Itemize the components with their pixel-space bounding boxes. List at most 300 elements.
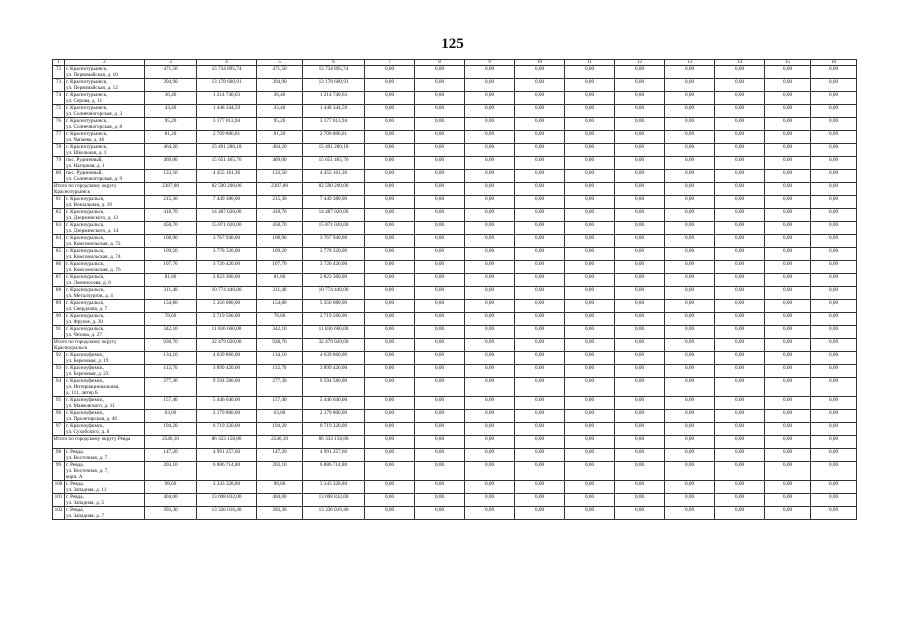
value-cell: 0,00: [715, 261, 765, 274]
value-cell: 0,00: [565, 436, 615, 449]
value-cell: 0,00: [765, 170, 811, 183]
value-cell: 0,00: [365, 287, 415, 300]
address-line: г. Краснотурьинск,: [66, 79, 108, 85]
value-cell: 0,00: [615, 92, 665, 105]
address-cell: [65, 131, 145, 144]
value-cell: 0,00: [615, 326, 665, 339]
area-cell: 134,10: [257, 352, 303, 365]
value-cell: 0,00: [765, 300, 811, 313]
table-row: [53, 449, 857, 462]
address-line: г. Краснотурьинск,: [66, 92, 108, 98]
area-cell: 393,30: [145, 507, 197, 520]
value-cell: 0,00: [465, 222, 515, 235]
area-cell: 78,60: [145, 313, 197, 326]
address-cell: [65, 397, 145, 410]
value-cell: 0,00: [415, 118, 465, 131]
value-cell: 0,00: [465, 287, 515, 300]
table-row: [53, 79, 857, 92]
column-number: 3: [145, 60, 197, 66]
value-cell: 0,00: [715, 131, 765, 144]
value-cell: 0,00: [811, 222, 857, 235]
value-cell: 0,00: [811, 494, 857, 507]
value-cell: 0,00: [415, 235, 465, 248]
address-line: ул. Фрунзе, д. 30: [66, 319, 103, 325]
area-cell: 43,40: [145, 105, 197, 118]
value-cell: 0,00: [715, 170, 765, 183]
value-cell: 0,00: [365, 339, 415, 352]
address-cell: [65, 144, 145, 157]
value-cell: 0,00: [765, 507, 811, 520]
table-row: [53, 170, 857, 183]
value-cell: 0,00: [465, 339, 515, 352]
value-cell: 0,00: [365, 261, 415, 274]
value-cell: 0,00: [765, 462, 811, 481]
value-cell: 0,00: [565, 507, 615, 520]
row-number: 73: [53, 79, 65, 92]
address-cell: [65, 79, 145, 92]
value-cell: 0,00: [515, 170, 565, 183]
address-line: ул. Пролетарская, д. 46: [66, 416, 117, 422]
address-line: г. Красноуфимск,: [66, 352, 104, 358]
column-number: 8: [415, 60, 465, 66]
table-row: [53, 462, 857, 481]
value-cell: 0,00: [465, 423, 515, 436]
cost-cell: 32 479 020,00: [303, 339, 365, 352]
row-number: 74: [53, 92, 65, 105]
cost-cell: 3 177 013,94: [197, 118, 257, 131]
value-cell: 0,00: [765, 248, 811, 261]
value-cell: 0,00: [365, 183, 415, 196]
value-cell: 0,00: [465, 209, 515, 222]
cost-cell: 2 709 806,01: [303, 131, 365, 144]
value-cell: 0,00: [715, 494, 765, 507]
area-cell: 471,50: [257, 66, 303, 79]
value-cell: 0,00: [565, 222, 615, 235]
total-label-line: Красноуральск: [54, 345, 88, 351]
cost-cell: 3 767 940,00: [303, 235, 365, 248]
housing-register-table: [52, 59, 857, 520]
value-cell: 0,00: [565, 397, 615, 410]
value-cell: 0,00: [565, 170, 615, 183]
value-cell: 0,00: [811, 481, 857, 494]
value-cell: 0,00: [765, 157, 811, 170]
cost-cell: 10 774 440,00: [197, 287, 257, 300]
value-cell: 0,00: [615, 157, 665, 170]
address-cell: [65, 313, 145, 326]
value-cell: 0,00: [811, 507, 857, 520]
value-cell: 0,00: [715, 481, 765, 494]
value-cell: 0,00: [515, 462, 565, 481]
value-cell: 0,00: [365, 235, 415, 248]
table-row: [53, 494, 857, 507]
row-number: 82: [53, 209, 65, 222]
value-cell: 0,00: [515, 222, 565, 235]
value-cell: 0,00: [615, 144, 665, 157]
value-cell: 0,00: [415, 66, 465, 79]
cost-cell: 2 719 560,00: [303, 313, 365, 326]
area-cell: 154,80: [257, 300, 303, 313]
address-line: г. Красноуральск,: [66, 248, 105, 254]
value-cell: 0,00: [615, 209, 665, 222]
address-cell: [65, 449, 145, 462]
value-cell: 0,00: [465, 365, 515, 378]
area-cell: 404,00: [145, 494, 197, 507]
value-cell: 0,00: [415, 209, 465, 222]
area-cell: 157,40: [257, 397, 303, 410]
table-row: [53, 144, 857, 157]
value-cell: 0,00: [665, 261, 715, 274]
address-line: г. Красноуфимск,: [66, 423, 104, 429]
value-cell: 0,00: [665, 507, 715, 520]
value-cell: 0,00: [715, 118, 765, 131]
cost-cell: 6 886 714,80: [303, 462, 365, 481]
cost-cell: 5 356 080,00: [303, 300, 365, 313]
row-number: 75: [53, 105, 65, 118]
value-cell: 0,00: [415, 131, 465, 144]
value-cell: 0,00: [811, 144, 857, 157]
value-cell: 0,00: [715, 449, 765, 462]
column-number: 4: [197, 60, 257, 66]
area-cell: 471,50: [145, 66, 197, 79]
value-cell: 0,00: [665, 92, 715, 105]
column-number: 5: [257, 60, 303, 66]
cost-cell: 5 446 040,00: [303, 397, 365, 410]
table-row: [53, 157, 857, 170]
value-cell: 0,00: [665, 481, 715, 494]
value-cell: 0,00: [715, 79, 765, 92]
value-cell: 0,00: [365, 423, 415, 436]
table-row: [53, 274, 857, 287]
value-cell: 0,00: [811, 196, 857, 209]
address-cell: [65, 248, 145, 261]
address-line: г. Краснотурьинск,: [66, 66, 108, 72]
value-cell: 0,00: [515, 248, 565, 261]
value-cell: 0,00: [665, 79, 715, 92]
value-cell: 0,00: [565, 157, 615, 170]
value-cell: 0,00: [715, 157, 765, 170]
value-cell: 0,00: [465, 481, 515, 494]
value-cell: 0,00: [715, 352, 765, 365]
value-cell: 0,00: [515, 410, 565, 423]
address-cell: [65, 378, 145, 397]
column-number: 9: [465, 60, 515, 66]
value-cell: 0,00: [765, 131, 811, 144]
row-number: 101: [53, 494, 65, 507]
row-number: 94: [53, 378, 65, 397]
table-row: [53, 209, 857, 222]
table-row: [53, 378, 857, 397]
address-line: корп. А: [66, 474, 83, 480]
value-cell: 0,00: [765, 423, 811, 436]
value-cell: 0,00: [465, 157, 515, 170]
value-cell: 0,00: [565, 105, 615, 118]
value-cell: 0,00: [765, 118, 811, 131]
value-cell: 0,00: [665, 105, 715, 118]
area-cell: 108,90: [145, 235, 197, 248]
value-cell: 0,00: [465, 462, 515, 481]
area-cell: 938,70: [145, 339, 197, 352]
cost-cell: 4 991 257,60: [197, 449, 257, 462]
value-cell: 0,00: [665, 339, 715, 352]
value-cell: 0,00: [665, 209, 715, 222]
value-cell: 0,00: [415, 462, 465, 481]
value-cell: 0,00: [715, 326, 765, 339]
value-cell: 0,00: [365, 248, 415, 261]
table-row: [53, 287, 857, 300]
cost-cell: 13 336 016,40: [197, 507, 257, 520]
value-cell: 0,00: [615, 378, 665, 397]
cost-cell: 11 836 660,00: [303, 326, 365, 339]
value-cell: 0,00: [465, 449, 515, 462]
address-line: ул. Западная, д. 5: [66, 500, 104, 506]
area-cell: 157,40: [145, 397, 197, 410]
value-cell: 0,00: [665, 326, 715, 339]
value-cell: 0,00: [565, 423, 615, 436]
address-line: ул. Комсомольская, д. 74: [66, 254, 121, 260]
value-cell: 0,00: [811, 423, 857, 436]
area-cell: 98,60: [145, 481, 197, 494]
value-cell: 0,00: [765, 287, 811, 300]
value-cell: 0,00: [415, 183, 465, 196]
address-line: г. Красноуральск,: [66, 300, 105, 306]
address-line: г. Краснотурьинск,: [66, 144, 108, 150]
total-label: [53, 339, 145, 352]
row-number: 100: [53, 481, 65, 494]
value-cell: 0,00: [515, 365, 565, 378]
value-cell: 0,00: [565, 92, 615, 105]
cost-cell: 3 767 940,00: [197, 235, 257, 248]
area-cell: 81,60: [145, 274, 197, 287]
table-row: [53, 118, 857, 131]
area-cell: 277,30: [257, 378, 303, 397]
value-cell: 0,00: [415, 92, 465, 105]
address-line: г. Красноуральск,: [66, 287, 105, 293]
area-cell: 458,70: [257, 222, 303, 235]
cost-cell: 3 343 328,80: [197, 481, 257, 494]
value-cell: 0,00: [415, 248, 465, 261]
value-cell: 0,00: [615, 410, 665, 423]
value-cell: 0,00: [365, 378, 415, 397]
row-number: 76: [53, 118, 65, 131]
value-cell: 0,00: [415, 157, 465, 170]
value-cell: 0,00: [415, 261, 465, 274]
address-line: д. 111, литер Б: [66, 390, 99, 396]
area-cell: 2387,00: [257, 183, 303, 196]
column-number: 1: [53, 60, 65, 66]
address-line: ул. Восточная, д. 7: [66, 455, 108, 461]
cost-cell: 1 448 344,59: [303, 105, 365, 118]
area-cell: 108,90: [257, 235, 303, 248]
cost-cell: 13 698 832,00: [303, 494, 365, 507]
value-cell: 0,00: [365, 79, 415, 92]
address-line: г. Красноуральск,: [66, 209, 105, 215]
value-cell: 0,00: [415, 449, 465, 462]
area-cell: 98,60: [257, 481, 303, 494]
value-cell: 0,00: [515, 131, 565, 144]
address-line: ул. Первомайская, д. 10: [66, 72, 118, 78]
address-cell: [65, 105, 145, 118]
value-cell: 0,00: [515, 436, 565, 449]
cost-cell: 3 726 420,00: [303, 261, 365, 274]
value-cell: 0,00: [365, 365, 415, 378]
area-cell: 81,20: [145, 131, 197, 144]
address-line: ул. Чехова, д. 27: [66, 332, 102, 338]
cost-cell: 3 899 420,00: [303, 365, 365, 378]
address-cell: [65, 222, 145, 235]
address-line: г. Красноуральск,: [66, 261, 105, 267]
value-cell: 0,00: [665, 494, 715, 507]
value-cell: 0,00: [811, 131, 857, 144]
value-cell: 0,00: [365, 462, 415, 481]
value-cell: 0,00: [665, 274, 715, 287]
value-cell: 0,00: [565, 410, 615, 423]
value-cell: 0,00: [515, 352, 565, 365]
address-line: г. Ревда,: [66, 494, 84, 500]
area-cell: 277,30: [145, 378, 197, 397]
table-row: [53, 326, 857, 339]
cost-cell: 4 455 161,36: [197, 170, 257, 183]
cost-cell: 15 871 020,00: [197, 222, 257, 235]
value-cell: 0,00: [811, 66, 857, 79]
value-cell: 0,00: [811, 365, 857, 378]
value-cell: 0,00: [565, 365, 615, 378]
value-cell: 0,00: [615, 196, 665, 209]
cost-cell: 5 446 040,00: [197, 397, 257, 410]
address-line: г. Ревда,: [66, 462, 84, 468]
address-line: ул. Ломоносова, д. 6: [66, 280, 111, 286]
address-cell: [65, 423, 145, 436]
value-cell: 0,00: [365, 494, 415, 507]
value-cell: 0,00: [365, 105, 415, 118]
value-cell: 0,00: [665, 222, 715, 235]
value-cell: 0,00: [715, 209, 765, 222]
address-cell: [65, 261, 145, 274]
value-cell: 0,00: [515, 326, 565, 339]
address-line: ул. Солнечногорская, д. 9: [66, 176, 123, 182]
table-row: [53, 105, 857, 118]
row-number: 102: [53, 507, 65, 520]
value-cell: 0,00: [765, 183, 811, 196]
row-number: 97: [53, 423, 65, 436]
address-line: ул. Маяковского, д. 11: [66, 403, 115, 409]
value-cell: 0,00: [665, 410, 715, 423]
value-cell: 0,00: [615, 423, 665, 436]
value-cell: 0,00: [465, 378, 515, 397]
value-cell: 0,00: [665, 170, 715, 183]
cost-cell: 3 726 420,00: [197, 261, 257, 274]
cost-cell: 15 491 280,18: [303, 144, 365, 157]
table-row: [53, 352, 857, 365]
column-number: 11: [565, 60, 615, 66]
cost-cell: 15 734 895,74: [197, 66, 257, 79]
value-cell: 0,00: [465, 235, 515, 248]
value-cell: 0,00: [615, 170, 665, 183]
value-cell: 0,00: [665, 248, 715, 261]
cost-cell: 4 455 161,36: [303, 170, 365, 183]
value-cell: 0,00: [811, 209, 857, 222]
area-cell: 78,60: [257, 313, 303, 326]
area-cell: 112,70: [145, 365, 197, 378]
row-number: 90: [53, 313, 65, 326]
column-number: 16: [811, 60, 857, 66]
address-line: ул. Дзержинского, д. 14: [66, 228, 119, 234]
area-cell: 393,30: [257, 507, 303, 520]
area-cell: 194,20: [145, 423, 197, 436]
value-cell: 0,00: [365, 326, 415, 339]
value-cell: 0,00: [811, 183, 857, 196]
area-cell: 194,20: [257, 423, 303, 436]
area-cell: 215,30: [257, 196, 303, 209]
cost-cell: 3 778 320,00: [303, 248, 365, 261]
value-cell: 0,00: [765, 326, 811, 339]
area-cell: 394,90: [257, 79, 303, 92]
value-cell: 0,00: [565, 131, 615, 144]
address-cell: [65, 66, 145, 79]
row-number: 78: [53, 144, 65, 157]
address-cell: [65, 300, 145, 313]
value-cell: 0,00: [515, 105, 565, 118]
value-cell: 0,00: [415, 410, 465, 423]
value-cell: 0,00: [465, 261, 515, 274]
value-cell: 0,00: [565, 235, 615, 248]
value-cell: 0,00: [565, 326, 615, 339]
value-cell: 0,00: [665, 287, 715, 300]
value-cell: 0,00: [765, 365, 811, 378]
address-line: ул. Комсомольская, д. 72: [66, 241, 121, 247]
cost-cell: 4 991 257,60: [303, 449, 365, 462]
value-cell: 0,00: [765, 92, 811, 105]
address-line: ул. Солнечногорская, д. 8: [66, 124, 123, 130]
value-cell: 0,00: [515, 287, 565, 300]
address-line: ул. Чапаева, д. 46: [66, 137, 105, 143]
value-cell: 0,00: [665, 183, 715, 196]
value-cell: 0,00: [615, 118, 665, 131]
area-cell: 2546,10: [145, 436, 197, 449]
value-cell: 0,00: [665, 300, 715, 313]
value-cell: 0,00: [811, 274, 857, 287]
value-cell: 0,00: [665, 365, 715, 378]
value-cell: 0,00: [665, 378, 715, 397]
address-cell: [65, 196, 145, 209]
value-cell: 0,00: [765, 397, 811, 410]
value-cell: 0,00: [765, 410, 811, 423]
row-number: 89: [53, 300, 65, 313]
value-cell: 0,00: [811, 79, 857, 92]
value-cell: 0,00: [515, 300, 565, 313]
cost-cell: 6 886 714,80: [197, 462, 257, 481]
value-cell: 0,00: [515, 507, 565, 520]
value-cell: 0,00: [765, 79, 811, 92]
cost-cell: 3 899 420,00: [197, 365, 257, 378]
address-line: ул. Комсомольская, д. 76: [66, 267, 121, 273]
cost-cell: 86 333 158,80: [303, 436, 365, 449]
value-cell: 0,00: [515, 339, 565, 352]
value-cell: 0,00: [765, 313, 811, 326]
area-cell: 133,50: [257, 170, 303, 183]
cost-cell: 15 871 020,00: [303, 222, 365, 235]
total-label-line: Итого по городскому округу: [54, 339, 117, 345]
value-cell: 0,00: [615, 66, 665, 79]
value-cell: 0,00: [415, 196, 465, 209]
table-row: [53, 92, 857, 105]
area-cell: 112,70: [257, 365, 303, 378]
value-cell: 0,00: [465, 105, 515, 118]
address-line: ул. Березовая, д. 23: [66, 371, 109, 377]
area-cell: 342,10: [257, 326, 303, 339]
value-cell: 0,00: [811, 248, 857, 261]
address-cell: [65, 118, 145, 131]
value-cell: 0,00: [415, 170, 465, 183]
